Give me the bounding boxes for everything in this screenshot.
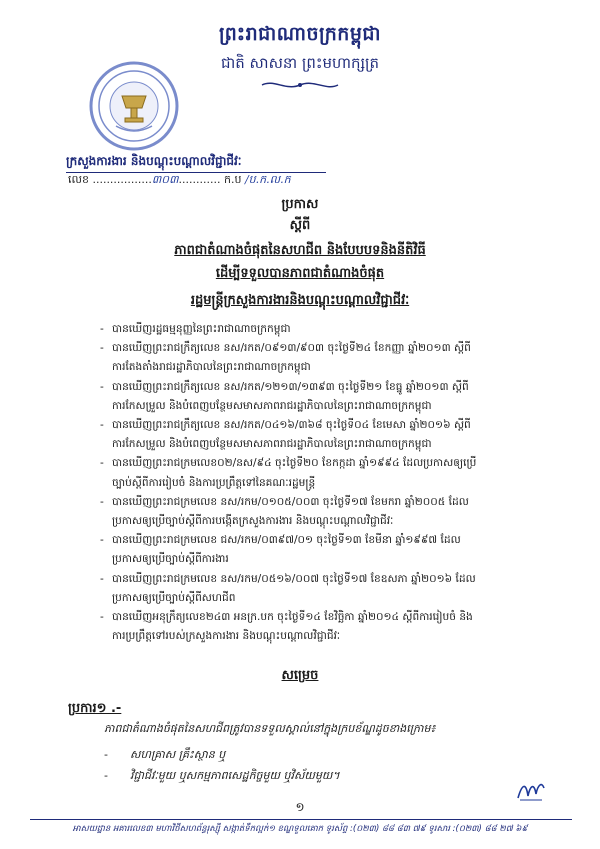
reference-number: លេខ .................៣០៣............ ក.ប /ប.ក.ល.ក bbox=[68, 173, 291, 186]
document-title bbox=[0, 196, 600, 284]
recital-continuation: ការកែសម្រួល និងបំពេញបន្ថែមសមាសភាពរាជរដ្ឋាភិបាលនៃព្រះរាជាណាចក្រកម្ពុជា bbox=[112, 399, 432, 412]
document-about: ស្តីពី bbox=[289, 218, 311, 233]
reference-value: ៣០៣ bbox=[151, 173, 179, 186]
recital-continuation: ច្បាប់ស្តីពីការរៀបចំ និងការប្រព្រឹត្តទៅនៃគណៈរដ្ឋមន្ត្រី bbox=[112, 476, 316, 489]
document-type: ប្រកាស bbox=[281, 197, 319, 212]
recital-item: - បានឃើញអនុក្រឹត្យលេខ២៤៣ អនក្រ.បក ចុះថ្ងៃទី១៤ ខែវិច្ឆិកា ឆ្នាំ២០១៤ ស្តីពីការរៀបចំ និង bbox=[100, 611, 473, 624]
reference-label: លេខ bbox=[68, 173, 89, 186]
ministry-name: ក្រសួងការងារ និងបណ្តុះបណ្តាលវិជ្ជាជីវៈ bbox=[66, 153, 326, 173]
document-subject-line-2: ដើម្បីទទួលបានភាពជាតំណាងចំផុត bbox=[215, 266, 385, 281]
recital-item: - បានឃើញព្រះរាជក្រមលេខ នស/រកម/០៥១៦/០០៧ ចុះថ្ងៃទី១៧ ខែឧសភា ឆ្នាំ២០១៦ ដែល bbox=[100, 572, 476, 585]
recital-item: - បានឃើញព្រះរាជក្រមលេខ០២/នស/៩៤ ចុះថ្ងៃទី២០ ខែកក្កដា ឆ្នាំ១៩៩៤ ដែលប្រកាសឲ្យប្រើ bbox=[100, 457, 477, 470]
ministry-block bbox=[66, 153, 326, 173]
recital-continuation: ការតែងតាំងរាជរដ្ឋាភិបាលនៃព្រះរាជាណាចក្រកម្ពុជា bbox=[112, 361, 311, 374]
article-body: ភាពជាតំណាងចំផុតនៃសហជីពត្រូវបានទទួលស្គាល់នៅក្នុងក្របខ័ណ្ឌដូចខាងក្រោម៖ bbox=[104, 722, 436, 735]
article-item: - សហគ្រាស គ្រឹះស្ថាន ឬ bbox=[104, 748, 226, 761]
footer-divider bbox=[30, 819, 572, 820]
national-motto: ជាតិ សាសនា ព្រះមហាក្សត្រ bbox=[220, 54, 380, 72]
recital-item: - បានឃើញព្រះរាជក្រមលេខ ជស/រកម/០៣៩៧/០១ ចុះថ្ងៃទី១៣ ខែមីនា ឆ្នាំ១៩៩៧ ដែល bbox=[100, 534, 461, 547]
footer-address: អាសយដ្ឋាន អគារលេខ៣ មហាវិថីសហព័ន្ធរុស្ស៊ី សង្កាត់ទឹកល្អក់១ ខណ្ឌទួលគោក ទូរស័ព្ទ :(០២៣) ៨៨ ៨៣ ៧៩ ទូរសារ :(០២៣) ៨៨ ២៧ ៦៩ bbox=[72, 824, 528, 834]
recital-item: - បានឃើញព្រះរាជក្រមលេខ នស/រកម/០១០៥/០០៣ ចុះថ្ងៃទី១៧ ខែមករា ឆ្នាំ២០០៥ ដែល bbox=[100, 495, 469, 508]
recital-item: - បានឃើញព្រះរាជក្រឹត្យលេខ នស/រកត/០៤១៦/៣៦៨ ចុះថ្ងៃទី០៤ ខែមេសា ឆ្នាំ២០១៦ ស្តីពី bbox=[100, 419, 471, 432]
ministry-logo bbox=[88, 60, 180, 156]
recital-continuation: ប្រកាសឲ្យប្រើច្បាប់ស្តីពីសហជីព bbox=[112, 591, 236, 604]
page-number: ១ bbox=[295, 800, 305, 814]
article-heading: ប្រការ១ .- bbox=[68, 701, 122, 716]
reference-code: ក.ប bbox=[223, 173, 242, 186]
recitals-list bbox=[100, 320, 575, 646]
recital-continuation: ប្រកាសឲ្យប្រើច្បាប់ស្តីពីការងារ bbox=[112, 553, 229, 566]
recital-continuation: ការកែសម្រួល និងបំពេញបន្ថែមសមាសភាពរាជរដ្ឋាភិបាលនៃព្រះរាជាណាចក្រកម្ពុជា bbox=[112, 438, 432, 451]
decorative-ornament bbox=[260, 78, 340, 92]
recital-item: - បានឃើញព្រះរាជក្រឹត្យលេខ នស/រកត/១២១៣/១៣៩៣ ចុះថ្ងៃទី២១ ខែធ្នូ ឆ្នាំ២០១៣ ស្តីពី bbox=[100, 380, 469, 393]
kingdom-name: ព្រះរាជាណាចក្រកម្ពុជា bbox=[219, 23, 381, 45]
recital-item: - បានឃើញព្រះរាជក្រឹត្យលេខ នស/រកត/០៩១៣/៩០៣ ចុះថ្ងៃទី២៤ ខែកញ្ញា ឆ្នាំ២០១៣ ស្តីពី bbox=[100, 342, 471, 355]
issuing-authority: រដ្ឋមន្ត្រីក្រសួងការងារនិងបណ្តុះបណ្តាលវិជ្ជាជីវៈ bbox=[190, 293, 410, 308]
recital-continuation: ប្រកាសឲ្យប្រើច្បាប់ស្តីពីការបង្កើតក្រសួងការងារ និងបណ្តុះបណ្តាលវិជ្ជាជីវៈ bbox=[112, 515, 394, 528]
recital-item: - បានឃើញរដ្ឋធម្មនុញ្ញនៃព្រះរាជាណាចក្រកម្ពុជា bbox=[100, 323, 291, 335]
document-subject-line-1: ភាពជាតំណាងចំផុតនៃសហជីព និងបែបបទនិងនីតិវិធី bbox=[174, 243, 426, 258]
decision-heading: សម្រេច bbox=[281, 668, 319, 683]
article-item: - វិជ្ជាជីវៈមួយ ឬសកម្មភាពសេដ្ឋកិច្ចមួយ ឬវិស័យមួយ។ bbox=[104, 769, 340, 782]
recital-continuation: ការប្រព្រឹត្តទៅរបស់ក្រសួងការងារ និងបណ្តុះបណ្តាលវិជ្ជាជីវៈ bbox=[112, 630, 341, 643]
article-items bbox=[104, 744, 340, 786]
reference-suffix: /ប.ក.ល.ក bbox=[244, 173, 291, 186]
